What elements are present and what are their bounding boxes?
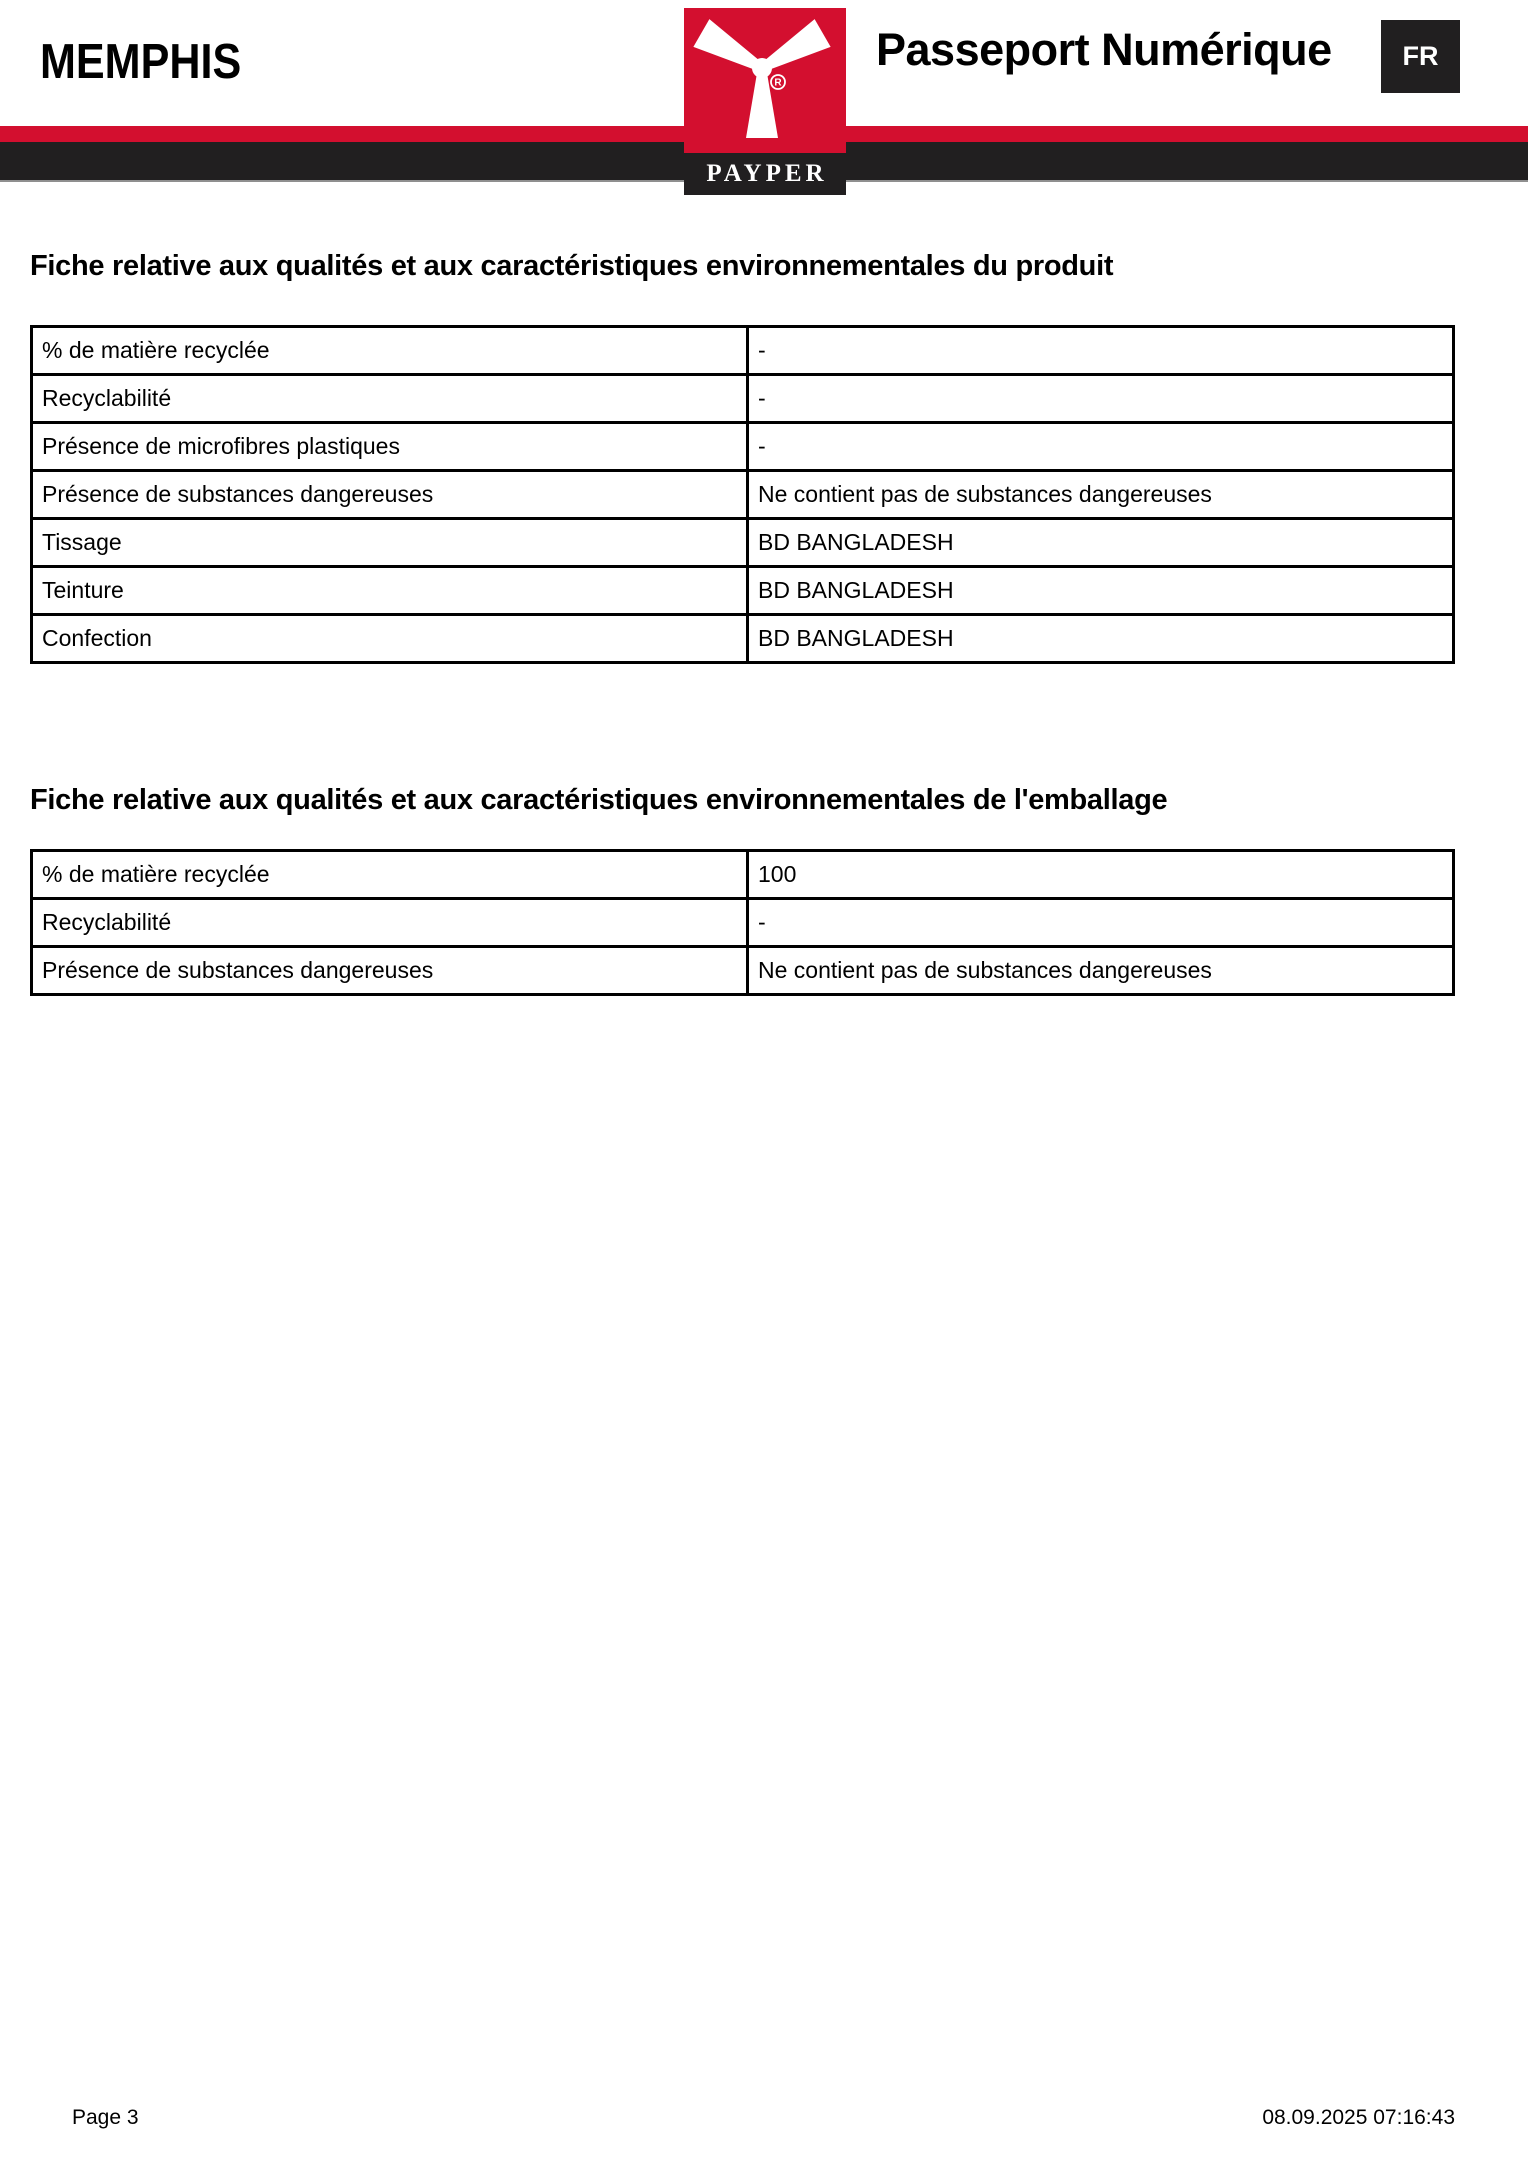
- row-label: Présence de substances dangereuses: [32, 471, 748, 519]
- table-row: [32, 519, 1454, 567]
- row-label: % de matière recyclée: [32, 327, 748, 375]
- pinwheel-logo-icon: [684, 8, 846, 153]
- row-value: BD BANGLADESH: [748, 519, 1454, 567]
- product-environment-table: [30, 325, 1455, 664]
- generation-timestamp: 08.09.2025 07:16:43: [1262, 2106, 1455, 2129]
- table-row: [32, 327, 1454, 375]
- svg-text:R: R: [774, 77, 782, 89]
- row-value: BD BANGLADESH: [748, 615, 1454, 663]
- section-title-product: Fiche relative aux qualités et aux caractéristiques environnementales du produit: [30, 250, 1114, 282]
- row-label: Confection: [32, 615, 748, 663]
- row-label: Teinture: [32, 567, 748, 615]
- section-title-packaging: Fiche relative aux qualités et aux caractéristiques environnementales de l'emballage: [30, 784, 1168, 816]
- row-value: Ne contient pas de substances dangereuses: [748, 471, 1454, 519]
- language-badge-label: FR: [1402, 41, 1439, 71]
- table-row: [32, 947, 1454, 995]
- row-label: Tissage: [32, 519, 748, 567]
- language-badge: [1381, 20, 1460, 93]
- table-row: [32, 851, 1454, 899]
- row-value: -: [748, 327, 1454, 375]
- page-number: Page 3: [72, 2106, 139, 2129]
- row-label: Recyclabilité: [32, 899, 748, 947]
- row-value: BD BANGLADESH: [748, 567, 1454, 615]
- row-label: Présence de substances dangereuses: [32, 947, 748, 995]
- brand-wordmark: PAYPER: [684, 153, 846, 195]
- row-value: Ne contient pas de substances dangereuses: [748, 947, 1454, 995]
- table-row: [32, 423, 1454, 471]
- document-title: Passeport Numérique: [876, 24, 1332, 75]
- table-row: [32, 899, 1454, 947]
- row-value: 100: [748, 851, 1454, 899]
- table-row: [32, 567, 1454, 615]
- row-label: Présence de microfibres plastiques: [32, 423, 748, 471]
- brand-logo: [684, 8, 846, 195]
- table-row: [32, 375, 1454, 423]
- product-name: MEMPHIS: [40, 35, 242, 89]
- row-value: -: [748, 423, 1454, 471]
- row-value: -: [748, 899, 1454, 947]
- row-value: -: [748, 375, 1454, 423]
- row-label: Recyclabilité: [32, 375, 748, 423]
- table-row: [32, 471, 1454, 519]
- row-label: % de matière recyclée: [32, 851, 748, 899]
- packaging-environment-table: [30, 849, 1455, 996]
- table-row: [32, 615, 1454, 663]
